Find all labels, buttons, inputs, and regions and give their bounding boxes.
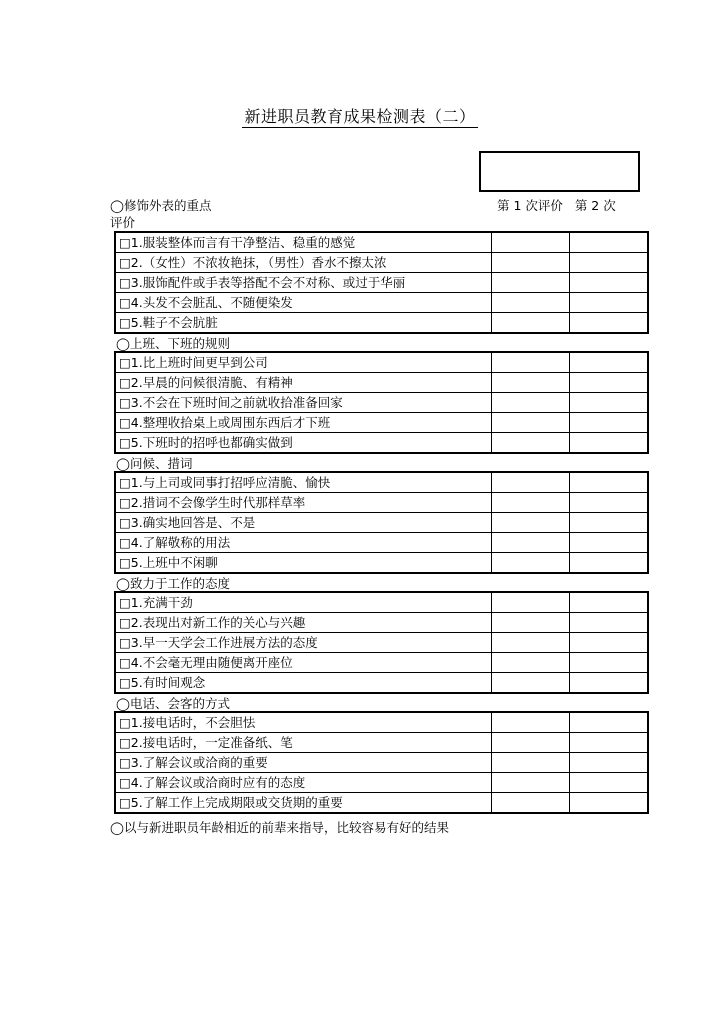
table-row xyxy=(115,613,648,633)
eval-cell-first[interactable] xyxy=(492,373,570,393)
eval-cell-second[interactable] xyxy=(570,712,649,733)
table-row xyxy=(115,773,648,793)
eval-cell-second[interactable] xyxy=(570,232,649,253)
check-item: □2.早晨的问候很清脆、有精神 xyxy=(115,373,492,393)
eval-cell-second[interactable] xyxy=(570,433,649,454)
eval-cell-first[interactable] xyxy=(492,513,570,533)
eval-cell-second[interactable] xyxy=(570,773,649,793)
eval-cell-second[interactable] xyxy=(570,553,649,574)
checklist-table-phone xyxy=(114,711,649,814)
eval-cell-first[interactable] xyxy=(492,753,570,773)
check-item: □4.整理收拾桌上或周围东西后才下班 xyxy=(115,413,492,433)
eval-cell-second[interactable] xyxy=(570,493,649,513)
section-heading-appearance: ◯修饰外表的重点 xyxy=(110,198,212,213)
check-item: □1.与上司或同事打招呼应清脆、愉快 xyxy=(115,472,492,493)
table-row xyxy=(115,712,648,733)
checklist-table-appearance xyxy=(114,231,649,334)
eval-cell-second[interactable] xyxy=(570,293,649,313)
eval-cell-second[interactable] xyxy=(570,513,649,533)
check-item: □1.服装整体而言有干净整洁、稳重的感觉 xyxy=(115,232,492,253)
table-row xyxy=(115,373,648,393)
page-title xyxy=(0,104,720,127)
column-headers xyxy=(497,196,616,214)
column-header-first: 第 1 次评价 xyxy=(497,198,563,213)
check-item: □1.比上班时间更早到公司 xyxy=(115,352,492,373)
table-row xyxy=(115,253,648,273)
eval-cell-first[interactable] xyxy=(492,533,570,553)
eval-cell-second[interactable] xyxy=(570,533,649,553)
table-row xyxy=(115,533,648,553)
footer-note: ◯以与新进职员年龄相近的前辈来指导，比较容易有好的结果 xyxy=(110,820,449,835)
eval-cell-first[interactable] xyxy=(492,613,570,633)
table-row xyxy=(115,352,648,373)
eval-cell-second[interactable] xyxy=(570,633,649,653)
checklist-table-attitude xyxy=(114,591,649,694)
check-item: □3.不会在下班时间之前就收拾准备回家 xyxy=(115,393,492,413)
eval-cell-first[interactable] xyxy=(492,393,570,413)
eval-cell-first[interactable] xyxy=(492,352,570,373)
eval-cell-second[interactable] xyxy=(570,753,649,773)
table-row xyxy=(115,553,648,574)
check-item: □3.服饰配件或手表等搭配不会不对称、或过于华丽 xyxy=(115,273,492,293)
eval-cell-first[interactable] xyxy=(492,493,570,513)
eval-cell-second[interactable] xyxy=(570,413,649,433)
section-heading-commute: ◯上班、下班的规则 xyxy=(116,336,230,351)
check-item: □3.了解会议或洽商的重要 xyxy=(115,753,492,773)
table-row xyxy=(115,753,648,773)
table-row xyxy=(115,633,648,653)
check-item: □5.有时间观念 xyxy=(115,673,492,694)
check-item: □4.不会毫无理由随便离开座位 xyxy=(115,653,492,673)
eval-cell-first[interactable] xyxy=(492,673,570,694)
check-item: □2.措词不会像学生时代那样草率 xyxy=(115,493,492,513)
table-row xyxy=(115,313,648,334)
check-item: □2.表现出对新工作的关心与兴趣 xyxy=(115,613,492,633)
eval-cell-first[interactable] xyxy=(492,733,570,753)
eval-cell-second[interactable] xyxy=(570,793,649,814)
section-heading-phone: ◯电话、会客的方式 xyxy=(116,696,230,711)
table-row xyxy=(115,493,648,513)
eval-label: 评价 xyxy=(110,215,136,230)
checklist-table-greeting xyxy=(114,471,649,574)
eval-cell-first[interactable] xyxy=(492,313,570,334)
table-row xyxy=(115,673,648,694)
table-row xyxy=(115,232,648,253)
eval-cell-second[interactable] xyxy=(570,373,649,393)
section-heading-attitude: ◯致力于工作的态度 xyxy=(116,576,230,591)
eval-cell-second[interactable] xyxy=(570,673,649,694)
eval-cell-second[interactable] xyxy=(570,472,649,493)
eval-cell-second[interactable] xyxy=(570,613,649,633)
eval-cell-first[interactable] xyxy=(492,232,570,253)
check-item: □3.确实地回答是、不是 xyxy=(115,513,492,533)
table-row xyxy=(115,653,648,673)
eval-cell-second[interactable] xyxy=(570,313,649,334)
check-item: □4.头发不会脏乱、不随便染发 xyxy=(115,293,492,313)
eval-cell-second[interactable] xyxy=(570,273,649,293)
check-item: □5.上班中不闲聊 xyxy=(115,553,492,574)
check-item: □2.接电话时，一定准备纸、笔 xyxy=(115,733,492,753)
table-row xyxy=(115,433,648,454)
check-item: □4.了解会议或洽商时应有的态度 xyxy=(115,773,492,793)
check-item: □1.充满干劲 xyxy=(115,592,492,613)
eval-cell-second[interactable] xyxy=(570,653,649,673)
check-item: □4.了解敬称的用法 xyxy=(115,533,492,553)
check-item: □1.接电话时，不会胆怯 xyxy=(115,712,492,733)
eval-cell-first[interactable] xyxy=(492,413,570,433)
check-item: □5.下班时的招呼也都确实做到 xyxy=(115,433,492,454)
eval-cell-second[interactable] xyxy=(570,352,649,373)
table-row xyxy=(115,793,648,814)
eval-cell-first[interactable] xyxy=(492,633,570,653)
check-item: □2.（女性）不浓妆艳抹，（男性）香水不擦太浓 xyxy=(115,253,492,273)
page-title-text: 新进职员教育成果检测表（二） xyxy=(244,107,476,126)
table-row xyxy=(115,592,648,613)
section-heading-greeting: ◯问候、措词 xyxy=(116,456,193,471)
table-row xyxy=(115,413,648,433)
eval-cell-first[interactable] xyxy=(492,592,570,613)
eval-cell-first[interactable] xyxy=(492,273,570,293)
table-row xyxy=(115,513,648,533)
table-row xyxy=(115,393,648,413)
eval-cell-first[interactable] xyxy=(492,712,570,733)
eval-cell-first[interactable] xyxy=(492,553,570,574)
eval-cell-second[interactable] xyxy=(570,393,649,413)
table-row xyxy=(115,733,648,753)
column-header-second: 第 2 次 xyxy=(574,198,616,213)
eval-cell-first[interactable] xyxy=(492,773,570,793)
eval-cell-first[interactable] xyxy=(492,433,570,454)
check-item: □5.鞋子不会肮脏 xyxy=(115,313,492,334)
check-item: □5.了解工作上完成期限或交货期的重要 xyxy=(115,793,492,814)
eval-cell-second[interactable] xyxy=(570,253,649,273)
eval-cell-first[interactable] xyxy=(492,653,570,673)
checklist-table-commute xyxy=(114,351,649,454)
eval-cell-second[interactable] xyxy=(570,733,649,753)
check-item: □3.早一天学会工作进展方法的态度 xyxy=(115,633,492,653)
eval-cell-first[interactable] xyxy=(492,293,570,313)
eval-cell-first[interactable] xyxy=(492,793,570,814)
table-row xyxy=(115,472,648,493)
table-row xyxy=(115,293,648,313)
table-row xyxy=(115,273,648,293)
eval-cell-second[interactable] xyxy=(570,592,649,613)
eval-cell-first[interactable] xyxy=(492,472,570,493)
eval-cell-first[interactable] xyxy=(492,253,570,273)
blank-box xyxy=(479,151,640,192)
